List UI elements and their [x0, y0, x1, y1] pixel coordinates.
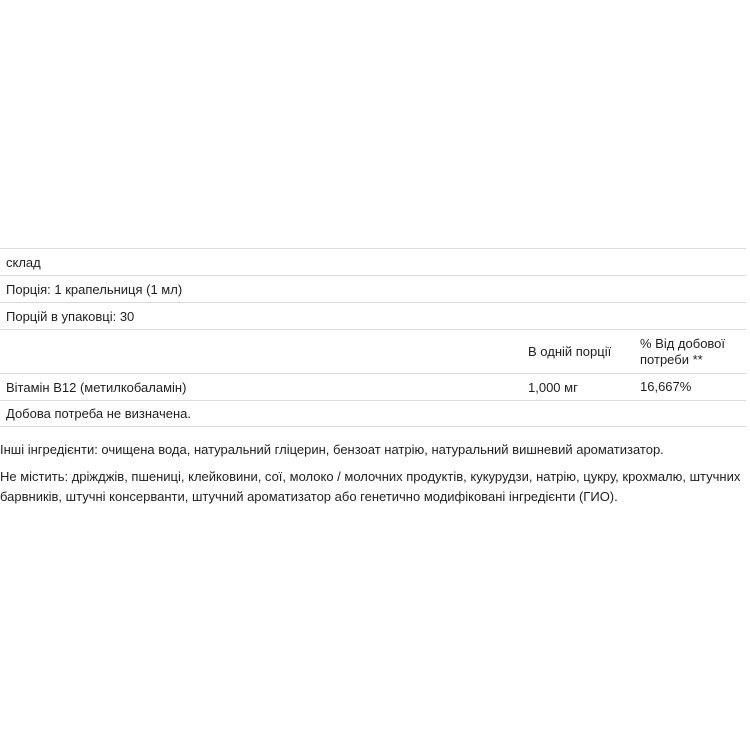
header-daily-value: % Від добової потреби ** — [640, 335, 726, 367]
footnote-row — [0, 400, 746, 427]
serving-size-row — [0, 275, 746, 302]
free-from-statement: Не містить: дріжджів, пшениці, клейковини, сої, молоко / молочних продуктів, кукурудзи, натрію, цукру, крохмалю, штучних барвників, штучні консерванти, штучний ароматизатор або генетично модифіковані інгредієнти (ГИО). — [0, 469, 741, 504]
header-amount: В одній порції — [528, 344, 612, 359]
footnote: Добова потреба не визначена. — [6, 406, 191, 421]
servings-per-container: Порцій в упаковці: 30 — [6, 308, 135, 324]
nutrient-amount: 1,000 мг — [528, 379, 578, 395]
serving-size: Порція: 1 крапельниця (1 мл) — [6, 281, 183, 297]
servings-per-container-row — [0, 302, 746, 329]
table-row — [0, 373, 746, 400]
table-header-row — [0, 329, 746, 373]
nutrient-daily-value: 16,667% — [640, 379, 692, 394]
nutrient-name: Вітамін B12 (метилкобаламін) — [6, 379, 187, 395]
other-ingredients: Інші інгредієнти: очищена вода, натуральний гліцерин, бензоат натрію, натуральний вишневий ароматизатор. — [0, 442, 664, 457]
table-title-row — [0, 248, 746, 275]
table-title: склад — [6, 254, 41, 270]
supplement-facts-table — [0, 248, 746, 427]
